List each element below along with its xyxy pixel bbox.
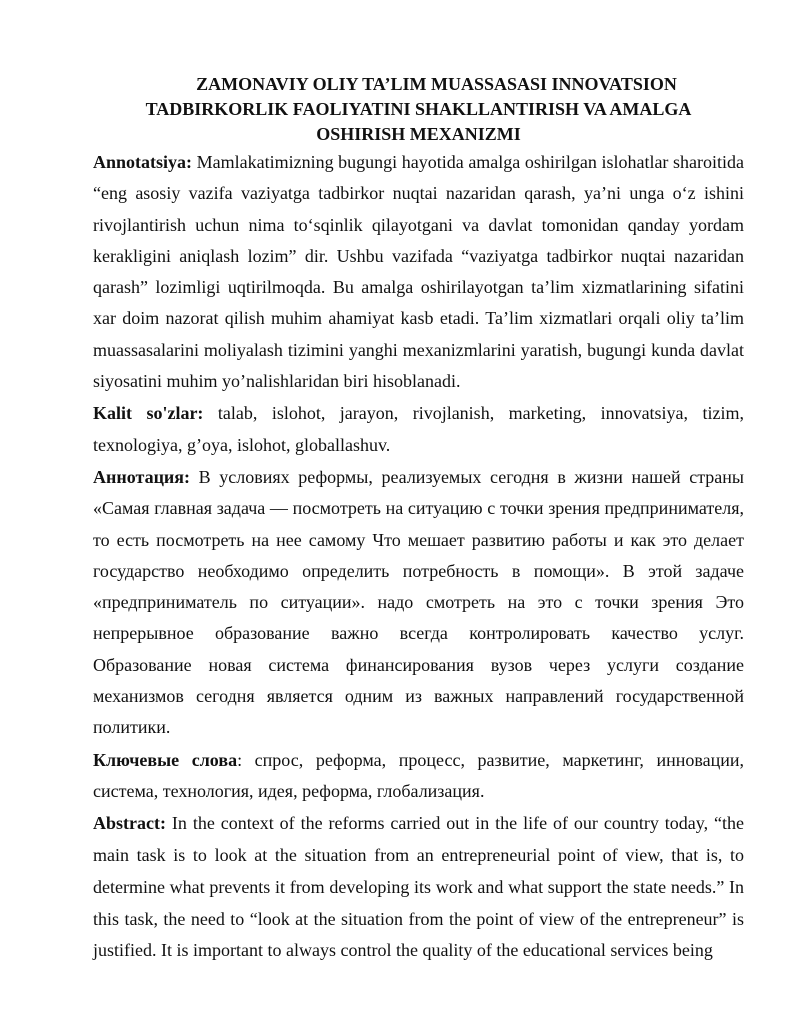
keywords-ru-label: Ключевые слова: [93, 749, 238, 770]
annotation-ru-paragraph: [93, 462, 744, 744]
paper-title: [93, 72, 744, 147]
document-page: [93, 72, 744, 968]
abstract-en-text: In the context of the reforms carried out in the life of our country today, “the main task is to look at the situation from an entrepreneurial point of view, that is, to determine what prevents it from developing its work and what support the state needs.” In this task, the need to “look at the situation from the point of view of the entrepreneur” is justified. It is important to always control the quality of the educational services being: [93, 813, 744, 961]
title-line-3: OSHIRISH MEXANIZMI: [316, 124, 521, 144]
keywords-uz-paragraph: [93, 398, 744, 461]
abstract-en-paragraph: [93, 808, 744, 967]
keywords-ru-paragraph: [93, 745, 744, 808]
annotation-ru-label: Аннотация:: [93, 466, 191, 487]
annotation-uz-label: Annotatsiya:: [93, 152, 193, 172]
abstract-en-label: Abstract:: [93, 813, 166, 834]
keywords-uz-label: Kalit so'zlar:: [93, 403, 204, 424]
keywords-ru-text: : спрос, реформа, процесс, развитие, маркетинг, инновации, система, технология, идея, реформа, глобализация.: [93, 749, 744, 801]
annotation-uz-text: Mamlakatimizning bugungi hayotida amalga oshirilgan islohatlar sharoitida “eng asosiy vazifa vaziyatga tadbirkor nuqtai nazaridan qarash, ya’ni unga o‘z ishini rivojlantirish uchun nima to‘sqinlik qilayotgani va davlat tomonidan qanday yordam kerakligini aniqlash lozim” dir. Ushbu vazifada “vaziyatga tadbirkor nuqtai nazaridan qarash” lozimligi uqtirilmoqda. Bu amalga oshirilayotgan ta’lim xizmatlarining sifatini xar doim nazorat qilish muhim ahamiyat kasb etadi. Ta’lim xizmatlari orqali oliy ta’lim muassasalarini moliyalash tizimini yanghi mexanizmlarini yaratish, bugungi kunda davlat siyosatini muhim yo’nalishlaridan biri hisoblanadi.: [93, 152, 744, 392]
title-line-1: ZAMONAVIY OLIY TA’LIM MUASSASASI INNOVATSION: [196, 74, 677, 94]
annotation-uz-paragraph: [93, 147, 744, 397]
title-line-2: TADBIRKORLIK FAOLIYATINI SHAKLLANTIRISH VA AMALGA: [145, 99, 692, 119]
keywords-uz-text: talab, islohot, jarayon, rivojlanish, marketing, innovatsiya, tizim, texnologiya, g’oya, islohot, globallashuv.: [93, 403, 744, 455]
annotation-ru-text: В условиях реформы, реализуемых сегодня в жизни нашей страны «Самая главная задача — посмотреть на ситуацию с точки зрения предпринимателя, то есть посмотреть на нее самому Что мешает развитию работы и как это делает государство необходимо определить потребность в помощи». В этой задаче «предприниматель по ситуации». надо смотреть на это с точки зрения Это непрерывное образование важно всегда контролировать качество услуг. Образование новая система финансирования вузов через услуги создание механизмов сегодня является одним из важных направлений государственной политики.: [93, 466, 744, 738]
